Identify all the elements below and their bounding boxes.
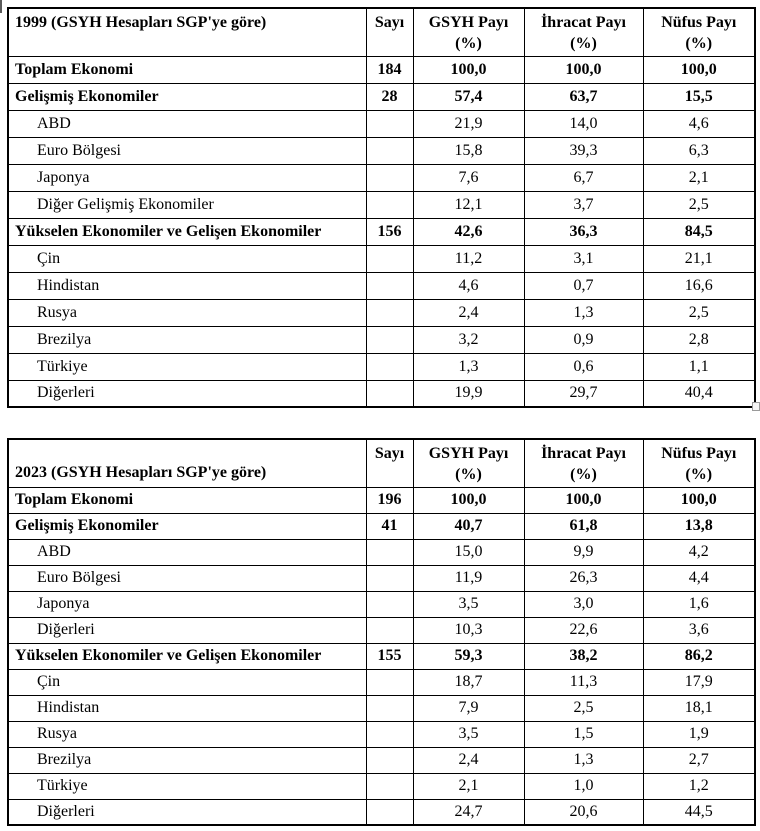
count-cell	[366, 245, 413, 272]
gdp-share-cell: 3,2	[413, 326, 524, 353]
population-share-cell: 84,5	[643, 218, 755, 245]
gdp-share-cell: 15,0	[413, 539, 524, 565]
col-header-population-share	[643, 439, 755, 487]
col-header-export-share	[524, 8, 643, 56]
table-row	[8, 513, 755, 539]
population-share-cell: 100,0	[643, 56, 755, 83]
gdp-share-cell: 100,0	[413, 487, 524, 513]
export-share-cell: 36,3	[524, 218, 643, 245]
row-label: Japonya	[8, 164, 366, 191]
export-share-cell: 1,3	[524, 299, 643, 326]
count-cell	[366, 669, 413, 695]
row-label: Euro Bölgesi	[8, 137, 366, 164]
table-body-2023	[8, 487, 755, 825]
gdp-share-cell: 100,0	[413, 56, 524, 83]
population-share-cell: 2,7	[643, 747, 755, 773]
table-row	[8, 164, 755, 191]
gdp-share-cell: 24,7	[413, 799, 524, 825]
table-resize-handle[interactable]	[752, 402, 760, 411]
gdp-share-cell: 1,3	[413, 353, 524, 380]
row-label: Japonya	[8, 591, 366, 617]
population-share-cell: 100,0	[643, 487, 755, 513]
table-row	[8, 747, 755, 773]
text-cursor-artifact	[0, 0, 2, 13]
export-share-cell: 0,6	[524, 353, 643, 380]
row-label: Gelişmiş Ekonomiler	[8, 513, 366, 539]
export-share-cell: 1,5	[524, 721, 643, 747]
row-label: Toplam Ekonomi	[8, 487, 366, 513]
export-share-cell: 61,8	[524, 513, 643, 539]
count-cell: 41	[366, 513, 413, 539]
population-share-cell: 2,8	[643, 326, 755, 353]
export-share-cell: 29,7	[524, 380, 643, 407]
export-share-cell: 100,0	[524, 56, 643, 83]
count-cell	[366, 591, 413, 617]
export-share-cell: 11,3	[524, 669, 643, 695]
row-label: Hindistan	[8, 695, 366, 721]
col-header-label: Sayı	[374, 445, 405, 462]
gdp-share-cell: 2,4	[413, 299, 524, 326]
gdp-share-cell: 40,7	[413, 513, 524, 539]
export-share-cell: 38,2	[524, 643, 643, 669]
row-label: Çin	[8, 245, 366, 272]
export-share-cell: 100,0	[524, 487, 643, 513]
population-share-cell: 44,5	[643, 799, 755, 825]
gdp-share-cell: 11,9	[413, 565, 524, 591]
table-body-1999	[8, 56, 755, 407]
table-title-2023: 2023 (GSYH Hesapları SGP'ye göre)	[8, 439, 366, 487]
population-share-cell: 2,5	[643, 191, 755, 218]
export-share-cell: 1,0	[524, 773, 643, 799]
row-label: Yükselen Ekonomiler ve Gelişen Ekonomiler	[8, 643, 366, 669]
population-share-cell: 21,1	[643, 245, 755, 272]
table-row	[8, 591, 755, 617]
header-row	[8, 8, 755, 56]
table-row	[8, 773, 755, 799]
table-row	[8, 83, 755, 110]
gdp-share-cell: 7,9	[413, 695, 524, 721]
population-share-cell: 6,3	[643, 137, 755, 164]
table-row	[8, 299, 755, 326]
population-share-cell: 15,5	[643, 83, 755, 110]
row-label: Diğerleri	[8, 799, 366, 825]
count-cell	[366, 565, 413, 591]
row-label: Rusya	[8, 721, 366, 747]
gdp-share-cell: 42,6	[413, 218, 524, 245]
row-label: Hindistan	[8, 272, 366, 299]
gdp-share-cell: 10,3	[413, 617, 524, 643]
table-row	[8, 565, 755, 591]
gdp-share-cell: 3,5	[413, 591, 524, 617]
col-header-label: GSYH Payı	[428, 14, 509, 31]
count-cell	[366, 137, 413, 164]
export-share-cell: 1,3	[524, 747, 643, 773]
population-share-cell: 4,6	[643, 110, 755, 137]
row-label: Yükselen Ekonomiler ve Gelişen Ekonomiler	[8, 218, 366, 245]
col-header-export-share	[524, 439, 643, 487]
export-share-cell: 14,0	[524, 110, 643, 137]
count-cell: 184	[366, 56, 413, 83]
export-share-cell: 0,9	[524, 326, 643, 353]
gdp-share-cell: 4,6	[413, 272, 524, 299]
gdp-share-cell: 11,2	[413, 245, 524, 272]
row-label: Diğerleri	[8, 617, 366, 643]
gdp-share-cell: 3,5	[413, 721, 524, 747]
count-cell	[366, 799, 413, 825]
population-share-cell: 1,6	[643, 591, 755, 617]
col-header-label: GSYH Payı	[428, 445, 509, 462]
gdp-share-cell: 7,6	[413, 164, 524, 191]
row-label: Brezilya	[8, 326, 366, 353]
population-share-cell: 2,1	[643, 164, 755, 191]
row-label: Gelişmiş Ekonomiler	[8, 83, 366, 110]
table-row	[8, 245, 755, 272]
row-label: ABD	[8, 539, 366, 565]
table-row	[8, 137, 755, 164]
table-2023	[7, 438, 756, 826]
row-label: Rusya	[8, 299, 366, 326]
table-row	[8, 380, 755, 407]
table-row	[8, 617, 755, 643]
table-row	[8, 669, 755, 695]
gdp-share-cell: 59,3	[413, 643, 524, 669]
export-share-cell: 3,1	[524, 245, 643, 272]
table-row	[8, 56, 755, 83]
population-share-cell: 1,1	[643, 353, 755, 380]
row-label: Brezilya	[8, 747, 366, 773]
col-header-label: Sayı	[374, 14, 405, 31]
table-row	[8, 799, 755, 825]
gdp-share-cell: 57,4	[413, 83, 524, 110]
export-share-cell: 63,7	[524, 83, 643, 110]
col-header-label: Nüfus Payı	[661, 14, 737, 31]
count-cell	[366, 110, 413, 137]
col-header-unit: (%)	[570, 466, 597, 483]
export-share-cell: 22,6	[524, 617, 643, 643]
population-share-cell: 4,4	[643, 565, 755, 591]
gdp-share-cell: 2,4	[413, 747, 524, 773]
export-share-cell: 6,7	[524, 164, 643, 191]
count-cell	[366, 272, 413, 299]
count-cell	[366, 773, 413, 799]
table-row	[8, 353, 755, 380]
gdp-share-cell: 19,9	[413, 380, 524, 407]
row-label: Türkiye	[8, 773, 366, 799]
export-share-cell: 9,9	[524, 539, 643, 565]
col-header-label: İhracat Payı	[541, 445, 626, 462]
count-cell	[366, 695, 413, 721]
export-share-cell: 20,6	[524, 799, 643, 825]
count-cell	[366, 721, 413, 747]
population-share-cell: 4,2	[643, 539, 755, 565]
col-header-unit: (%)	[570, 35, 597, 52]
col-header-count	[366, 439, 413, 487]
export-share-cell: 3,0	[524, 591, 643, 617]
table-row	[8, 326, 755, 353]
col-header-unit: (%)	[455, 466, 482, 483]
count-cell	[366, 353, 413, 380]
table-row	[8, 110, 755, 137]
row-label: Toplam Ekonomi	[8, 56, 366, 83]
export-share-cell: 0,7	[524, 272, 643, 299]
row-label: Türkiye	[8, 353, 366, 380]
col-header-population-share	[643, 8, 755, 56]
population-share-cell: 17,9	[643, 669, 755, 695]
table-row	[8, 272, 755, 299]
population-share-cell: 3,6	[643, 617, 755, 643]
table-row	[8, 721, 755, 747]
population-share-cell: 13,8	[643, 513, 755, 539]
table-1999	[7, 7, 756, 408]
gdp-share-cell: 21,9	[413, 110, 524, 137]
population-share-cell: 16,6	[643, 272, 755, 299]
count-cell	[366, 326, 413, 353]
col-header-gdp-share	[413, 439, 524, 487]
col-header-label: Nüfus Payı	[661, 445, 737, 462]
table-row	[8, 191, 755, 218]
col-header-unit: (%)	[455, 35, 482, 52]
count-cell: 155	[366, 643, 413, 669]
population-share-cell: 1,9	[643, 721, 755, 747]
export-share-cell: 39,3	[524, 137, 643, 164]
gdp-share-cell: 2,1	[413, 773, 524, 799]
export-share-cell: 26,3	[524, 565, 643, 591]
col-header-unit: (%)	[685, 35, 713, 52]
col-header-count	[366, 8, 413, 56]
col-header-label: İhracat Payı	[541, 14, 626, 31]
col-header-gdp-share	[413, 8, 524, 56]
gdp-share-cell: 15,8	[413, 137, 524, 164]
count-cell: 196	[366, 487, 413, 513]
count-cell: 28	[366, 83, 413, 110]
count-cell: 156	[366, 218, 413, 245]
export-share-cell: 3,7	[524, 191, 643, 218]
row-label: Euro Bölgesi	[8, 565, 366, 591]
header-row	[8, 439, 755, 487]
table-row	[8, 487, 755, 513]
population-share-cell: 40,4	[643, 380, 755, 407]
col-header-unit: (%)	[685, 466, 713, 483]
population-share-cell: 2,5	[643, 299, 755, 326]
export-share-cell: 2,5	[524, 695, 643, 721]
table-title-1999: 1999 (GSYH Hesapları SGP'ye göre)	[8, 8, 366, 56]
count-cell	[366, 380, 413, 407]
table-row	[8, 695, 755, 721]
row-label: ABD	[8, 110, 366, 137]
row-label: Diğer Gelişmiş Ekonomiler	[8, 191, 366, 218]
table-row	[8, 643, 755, 669]
population-share-cell: 18,1	[643, 695, 755, 721]
row-label: Diğerleri	[8, 380, 366, 407]
count-cell	[366, 164, 413, 191]
count-cell	[366, 191, 413, 218]
gdp-share-cell: 18,7	[413, 669, 524, 695]
table-row	[8, 539, 755, 565]
row-label: Çin	[8, 669, 366, 695]
population-share-cell: 1,2	[643, 773, 755, 799]
count-cell	[366, 539, 413, 565]
gdp-share-cell: 12,1	[413, 191, 524, 218]
count-cell	[366, 747, 413, 773]
count-cell	[366, 617, 413, 643]
population-share-cell: 86,2	[643, 643, 755, 669]
count-cell	[366, 299, 413, 326]
table-row	[8, 218, 755, 245]
